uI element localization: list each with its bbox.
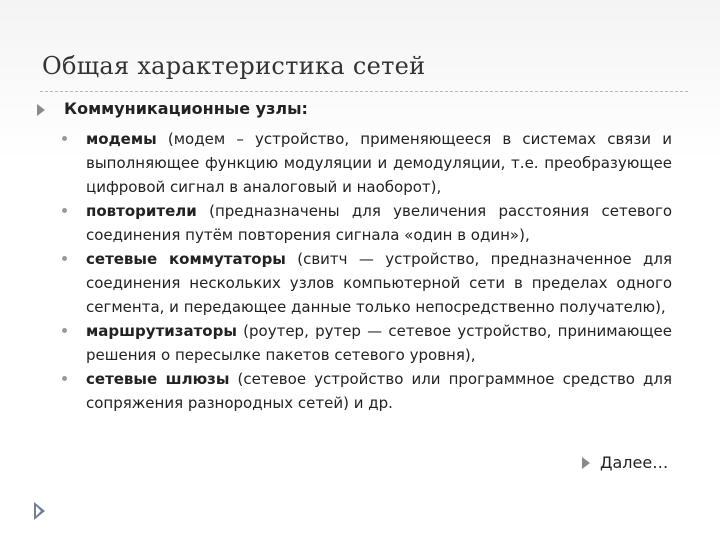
- more-arrow-icon: [582, 457, 590, 469]
- item-text: (модем – устройство, применяющееся в системах связи и выполняющее функцию модуляции и демодуляции, т.е. преобразующее цифровой сигнал в аналоговый и наоборот),: [86, 130, 672, 196]
- item-term: модемы: [86, 130, 157, 148]
- item-term: маршрутизаторы: [86, 322, 237, 340]
- list-item: [86, 247, 672, 319]
- item-text: (сетевое устройство или программное средство для сопряжения разнородных сетей) и др.: [86, 370, 672, 412]
- list-item: [86, 319, 672, 367]
- next-slide-arrow-icon[interactable]: [34, 502, 45, 520]
- bullet-dot-icon: [62, 376, 67, 381]
- list-item: [86, 367, 672, 415]
- list-item: [86, 199, 672, 247]
- heading-arrow-icon: [37, 104, 45, 116]
- more-link[interactable]: [582, 452, 668, 472]
- item-text: (свитч — устройство, предназначенное для соединения нескольких узлов компьютерной сети в пределах одного сегмента, и передающее данные только непосредственно получателю),: [86, 250, 672, 316]
- bullet-dot-icon: [62, 136, 67, 141]
- item-term: повторители: [86, 202, 197, 220]
- bullet-dot-icon: [62, 256, 67, 261]
- more-link-label[interactable]: Далее…: [600, 453, 669, 472]
- item-text: (роутер, рутер — сетевое устройство, принимающее решения о пересылке пакетов сетевого уровня),: [86, 322, 672, 364]
- item-text: (предназначены для увеличения расстояния сетевого соединения путём повторения сигнала «один в один»),: [86, 202, 672, 244]
- node-list: [86, 127, 672, 415]
- item-term: сетевые шлюзы: [86, 370, 230, 388]
- list-item: [86, 127, 672, 199]
- item-term: сетевые коммутаторы: [86, 250, 286, 268]
- bullet-dot-icon: [62, 208, 67, 213]
- title-divider: [40, 91, 688, 92]
- section-heading: Коммуникационные узлы:: [64, 99, 308, 118]
- slide-title: Общая характеристика сетей: [42, 52, 426, 80]
- bullet-dot-icon: [62, 328, 67, 333]
